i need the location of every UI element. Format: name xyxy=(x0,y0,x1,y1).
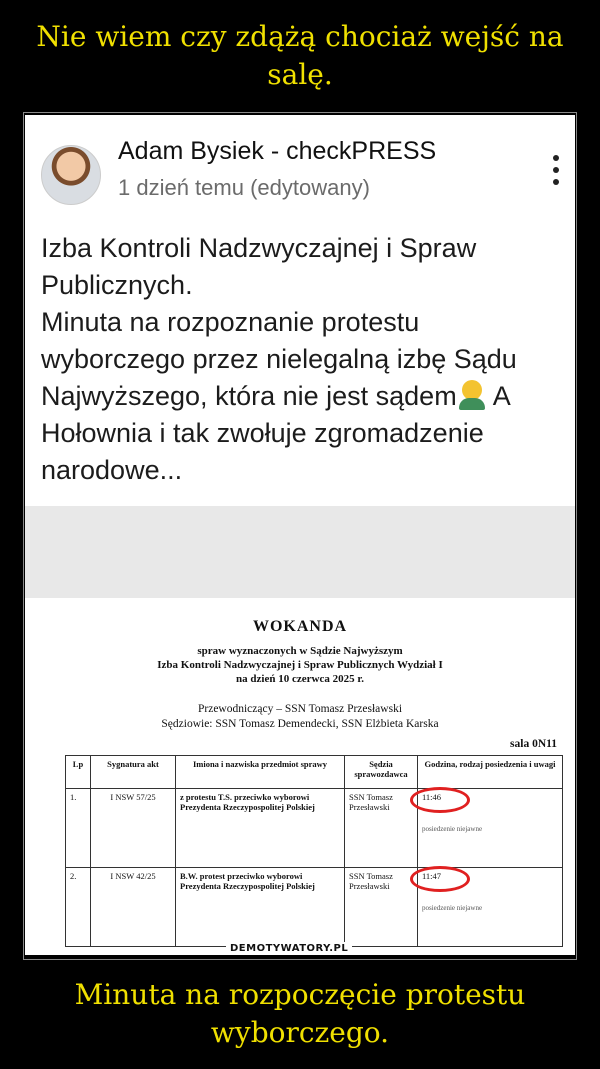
session-note: posiedzenie niejawne xyxy=(422,904,483,912)
cell-time xyxy=(418,789,563,868)
cell-names: B.W. protest przeciwko wyborowi Prezydenta Rzeczypospolitej Polskiej xyxy=(176,868,345,947)
cell-judge: SSN Tomasz Przesławski xyxy=(345,789,418,868)
facepalm-icon xyxy=(457,380,487,410)
header-signature: Sygnatura akt xyxy=(91,756,176,789)
document-subtitle-line-2: Izba Kontroli Nadzwyczajnej i Spraw Publicznych Wydział I xyxy=(157,659,443,671)
document-judges: Sędziowie: SSN Tomasz Demendecki, SSN Elżbieta Karska xyxy=(161,718,439,730)
more-options-icon[interactable] xyxy=(551,155,561,185)
cell-judge: SSN Tomasz Przesławski xyxy=(345,868,418,947)
media-placeholder xyxy=(25,506,575,598)
header-names: Imiona i nazwiska przedmiot sprawy xyxy=(176,756,345,789)
cell-lp: 1. xyxy=(66,789,91,868)
post-text-part-a: Minuta na rozpoznanie protestu wyborczego przez nielegalną izbę Sądu Najwyższego, która nie jest sądem xyxy=(41,307,517,411)
post-text-paragraph-2 xyxy=(41,304,561,489)
document-chair: Przewodniczący – SSN Tomasz Przesławski xyxy=(197,703,403,715)
document-bench xyxy=(25,702,575,732)
header-time: Godzina, rodzaj posiedzenia i uwagi xyxy=(418,756,563,789)
post-author[interactable]: Adam Bysiek - checkPRESS xyxy=(118,137,437,165)
wokanda-document[interactable] xyxy=(25,598,575,955)
post-timestamp: 1 dzień temu (edytowany) xyxy=(118,175,370,200)
post-text-paragraph-1: Izba Kontroli Nadzwyczajnej i Spraw Publicznych. xyxy=(41,233,477,300)
document-subtitle-line-3: na dzień 10 czerwca 2025 r. xyxy=(236,673,364,685)
avatar[interactable] xyxy=(41,145,101,205)
room-label: sala 0N11 xyxy=(510,738,557,750)
cell-signature: I NSW 57/25 xyxy=(91,789,176,868)
table-row xyxy=(66,789,563,868)
table-row xyxy=(66,868,563,947)
document-subtitle-line-1: spraw wyznaczonych w Sądzie Najwyższym xyxy=(197,645,403,657)
highlight-circle xyxy=(410,787,470,813)
cell-time xyxy=(418,868,563,947)
table-header-row xyxy=(66,756,563,789)
highlight-circle xyxy=(410,866,470,892)
time-value: 11:46 xyxy=(422,792,442,802)
session-note: posiedzenie niejawne xyxy=(422,825,483,833)
time-value: 11:47 xyxy=(422,871,442,881)
document-title: WOKANDA xyxy=(252,618,348,635)
wokanda-table xyxy=(65,755,563,947)
cell-lp: 2. xyxy=(66,868,91,947)
post-text xyxy=(41,230,561,489)
document-subtitle xyxy=(25,644,575,686)
watermark: DEMOTYWATORY.PL xyxy=(226,942,352,955)
post-card xyxy=(25,115,575,955)
cell-signature: I NSW 42/25 xyxy=(91,868,176,947)
post-text-part-b: A Hołownia i tak zwołuje zgromadzenie narodowe... xyxy=(41,381,510,485)
bottom-caption: Minuta na rozpoczęcie protestu wyborczego. xyxy=(74,978,526,1049)
cell-names: z protestu T.S. przeciwko wyborowi Prezydenta Rzeczypospolitej Polskiej xyxy=(176,789,345,868)
header-judge: Sędzia sprawozdawca xyxy=(345,756,418,789)
header-lp: Lp xyxy=(66,756,91,789)
top-caption: Nie wiem czy zdążą chociaż wejść na salę. xyxy=(36,20,564,91)
